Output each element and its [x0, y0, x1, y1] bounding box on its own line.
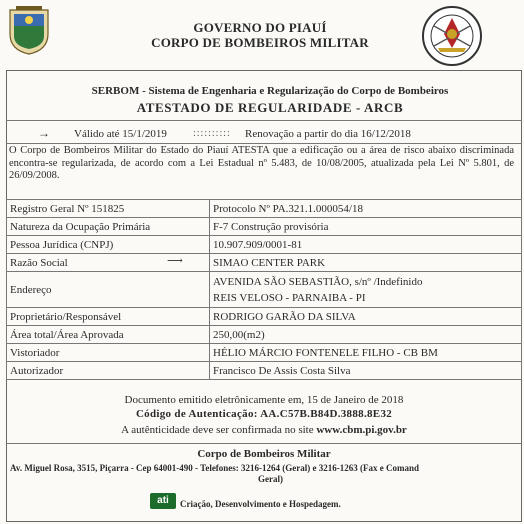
table-row	[7, 254, 522, 272]
endereco-line-2: REIS VELOSO - PARNAIBA - PI	[213, 291, 366, 304]
table-row	[7, 326, 522, 344]
endereco-label: Endereço	[7, 272, 210, 308]
endereco-value	[210, 272, 522, 308]
piaui-coat-of-arms-icon	[6, 6, 52, 56]
footer-address-line-1: Av. Miguel Rosa, 3515, Piçarra - Cep 64001-490 - Telefones: 3216-1264 (Geral) e 3216-1263 (Fax e Comand	[10, 463, 420, 473]
authenticity-note	[6, 424, 522, 436]
header-line-corpo: CORPO DE BOMBEIROS MILITAR	[151, 35, 369, 50]
area-value: 250,00(m2)	[210, 326, 522, 344]
authentication-code: Código de Autenticação: AA.C57B.B84D.3888.8E32	[135, 408, 393, 420]
right-arrow-icon: ⟶	[167, 255, 183, 267]
table-row	[7, 272, 522, 308]
proprietario-label: Proprietário/Responsável	[7, 308, 210, 326]
emission-date: Documento emitido eletrônicamente em, 15 de Janeiro de 2018	[124, 394, 404, 406]
header-title	[120, 20, 400, 50]
pj-value: 10.907.909/0001-81	[210, 236, 522, 254]
document-title: ATESTADO DE REGULARIDADE - ARCB	[136, 100, 404, 115]
footer-address-line-2: Geral)	[258, 474, 283, 484]
area-label: Área total/Área Aprovada	[7, 326, 210, 344]
divider	[6, 143, 522, 144]
table-row	[7, 308, 522, 326]
footer-org: Corpo de Bombeiros Militar	[197, 448, 331, 460]
razao-label: Razão Social	[10, 256, 68, 269]
table-row	[7, 218, 522, 236]
ati-logo: ati	[150, 493, 176, 509]
vistoriador-value: HÉLIO MÁRCIO FONTENELE FILHO - CB BM	[210, 344, 522, 362]
right-arrow-icon: →	[38, 126, 50, 140]
pj-label: Pessoa Jurídica (CNPJ)	[7, 236, 210, 254]
razao-label-cell	[7, 254, 210, 272]
protocolo-cell: Protocolo Nº PA.321.1.000054/18	[210, 200, 522, 218]
autorizador-value: Francisco De Assis Costa Silva	[210, 362, 522, 380]
endereco-line-1: AVENIDA SÃO SEBASTIÃO, s/nº /Indefinido	[213, 275, 423, 288]
intro-statement: O Corpo de Bombeiros Militar do Estado do Piauí ATESTA que a edificação ou a área de risco abaixo discriminada encontra-se regularizada, de acordo com a Lei Estadual nº 5.483, de 10/08/2005, atualizada pela Lei Nº 5.801, de 26/09/2008.	[9, 145, 514, 181]
table-row	[7, 344, 522, 362]
system-title: SERBOM - Sistema de Engenharia e Regularização do Corpo de Bombeiros	[91, 85, 449, 97]
credit-text: Criação, Desenvolvimento e Hospedagem.	[180, 499, 341, 509]
fire-department-seal-icon	[420, 4, 484, 68]
dotted-separator: ::::::::::	[193, 128, 231, 139]
divider	[6, 120, 522, 121]
registro-cell: Registro Geral Nº 151825	[7, 200, 210, 218]
razao-value: SIMAO CENTER PARK	[210, 254, 522, 272]
vistoriador-label: Vistoriador	[7, 344, 210, 362]
valid-until: Válido até 15/1/2019	[74, 128, 167, 140]
table-row	[7, 236, 522, 254]
proprietario-value: RODRIGO GARÃO DA SILVA	[210, 308, 522, 326]
divider	[6, 443, 522, 444]
document-header	[0, 0, 524, 66]
header-line-governo: GOVERNO DO PIAUÍ	[193, 20, 327, 35]
verification-site-link[interactable]: www.cbm.pi.gov.br	[316, 424, 407, 436]
natureza-label: Natureza da Ocupação Primária	[7, 218, 210, 236]
table-row	[7, 200, 522, 218]
natureza-value: F-7 Construção provisória	[210, 218, 522, 236]
authenticity-prefix: A autênticidade deve ser confirmada no site	[121, 424, 317, 436]
details-table	[6, 199, 522, 380]
footer-address	[10, 463, 524, 485]
autorizador-label: Autorizador	[7, 362, 210, 380]
renewal-date: Renovação a partir do dia 16/12/2018	[245, 128, 411, 140]
table-row	[7, 362, 522, 380]
